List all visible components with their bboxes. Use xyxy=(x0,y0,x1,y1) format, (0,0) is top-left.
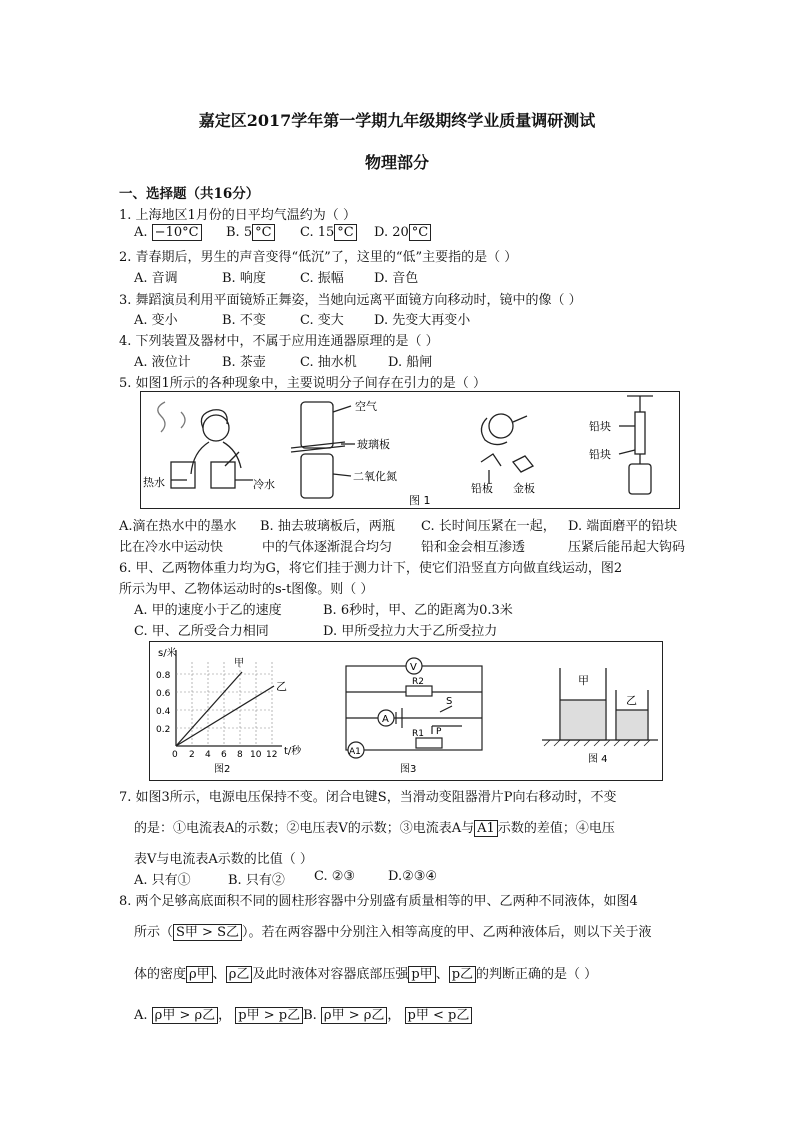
ammeter-label: A xyxy=(382,714,389,725)
page-subtitle: 物理部分 xyxy=(364,153,429,172)
q8-area-box: S甲 > S乙 xyxy=(173,924,242,941)
q5-option-b-line2: 中的气体逐渐混合均匀 xyxy=(262,540,393,555)
ytick-0.2: 0.2 xyxy=(156,725,171,735)
section-heading: 一、选择题（共16分） xyxy=(119,186,260,202)
q5-option-c-line2: 铅和金会相互渗透 xyxy=(421,540,526,555)
q6-stem-line1: 6. 甲、乙两物体重力均为G，将它们挂于测力计下，使它们沿竖直方向做直线运动，图2 xyxy=(119,561,623,576)
q2-option-c: C. 振幅 xyxy=(300,271,344,286)
series-yi-label: 乙 xyxy=(276,680,287,693)
figures-2-3-4-drawing xyxy=(150,642,662,780)
container-yi-label: 乙 xyxy=(626,694,637,707)
q5-option-a-line2: 比在冷水中运动快 xyxy=(119,540,224,555)
gas-jars-illustration xyxy=(291,402,355,498)
ytick-0.6: 0.6 xyxy=(156,689,171,699)
q3-option-c: C. 变大 xyxy=(300,313,344,328)
q3-stem: 3. 舞蹈演员利用平面镜矫正舞姿，当她向远离平面镜方向移动时，镜中的像（ ） xyxy=(119,293,582,308)
q7-option-a: A. 只有① xyxy=(134,873,191,888)
q5-option-b-line1: B. 抽去玻璃板后，两瓶 xyxy=(260,519,395,534)
voltmeter-label: V xyxy=(410,662,417,673)
xtick-12: 12 xyxy=(266,750,278,760)
q7-option-d: D.②③④ xyxy=(388,869,438,884)
q6-option-a: A. 甲的速度小于乙的速度 xyxy=(134,603,282,618)
container-jia-label: 甲 xyxy=(578,674,589,687)
air-label: 空气 xyxy=(355,400,377,413)
xtick-8: 8 xyxy=(237,750,243,760)
q4-option-c: C. 抽水机 xyxy=(300,355,357,370)
st-graph-xlabel: t/秒 xyxy=(284,746,302,757)
q3-option-d: D. 先变大再变小 xyxy=(374,313,471,328)
q6-stem-line2: 所示为甲、乙物体运动时的s-t图像。则（ ） xyxy=(119,582,374,597)
xtick-2: 2 xyxy=(189,750,195,760)
q1-option-a-value: −10°C xyxy=(152,224,202,241)
st-graph xyxy=(176,650,282,746)
q1-option-c: C. 15 °C xyxy=(300,225,357,240)
ytick-0.4: 0.4 xyxy=(156,707,171,717)
containers-illustration xyxy=(542,668,658,746)
q4-stem: 4. 下列装置及器材中，不属于应用连通器原理的是（ ） xyxy=(119,334,439,349)
figures-2-3-4 xyxy=(149,641,663,781)
q5-option-a-line1: A.滴在热水中的墨水 xyxy=(119,519,237,534)
xtick-6: 6 xyxy=(221,750,227,760)
q3-option-b: B. 不变 xyxy=(222,313,266,328)
no2-label: 二氧化氮 xyxy=(353,470,397,483)
q5-option-d-line2: 压紧后能吊起大钩码 xyxy=(568,540,686,555)
q7-line3: 表V与电流表A示数的比值（ ） xyxy=(134,852,313,867)
ytick-0.8: 0.8 xyxy=(156,671,171,681)
ink-diffusion-illustration xyxy=(158,402,253,488)
q4-option-b: B. 茶壶 xyxy=(222,355,266,370)
page-title: 嘉定区2017学年第一学期九年级期终学业质量调研测试 xyxy=(198,111,596,130)
ammeter-a1-label: A1 xyxy=(349,747,361,757)
r2-label: R2 xyxy=(412,677,424,687)
lead-gold-illustration xyxy=(481,414,533,484)
series-jia-label: 甲 xyxy=(234,658,244,669)
q2-stem: 2. 青春期后，男生的声音变得“低沉”了，这里的“低”主要指的是（ ） xyxy=(119,250,518,265)
q8-option-b: B. xyxy=(303,1008,317,1023)
q2-option-d: D. 音色 xyxy=(374,271,419,286)
q8-options: A. ρ甲 > ρ乙 ， p甲 > p乙 B. ρ甲 > ρ乙 ， p甲 < p乙 xyxy=(134,1004,472,1023)
q2-option-b: B. 响度 xyxy=(222,271,266,286)
q8-option-a: A. xyxy=(134,1008,148,1023)
q5-option-c-line1: C. 长时间压紧在一起， xyxy=(421,519,556,534)
q1-option-d: D. 20 °C xyxy=(374,225,431,240)
q7-a1-box: A1 xyxy=(474,820,498,837)
r1-label: R1 xyxy=(412,729,424,739)
q1-stem: 1. 上海地区1月份的日平均气温约为（ ） xyxy=(119,208,356,223)
series-yi-line xyxy=(176,686,274,746)
q1-option-b: B. 5 °C xyxy=(226,225,275,240)
xtick-0: 0 xyxy=(172,750,178,760)
figure-4-caption: 图 4 xyxy=(588,754,608,765)
slider-p-label: P xyxy=(436,727,442,737)
q7-option-c: C. ②③ xyxy=(314,869,356,884)
figure-3-caption: 图3 xyxy=(400,764,417,775)
cold-water-label: 冷水 xyxy=(253,478,275,491)
q5-stem: 5. 如图1所示的各种现象中，主要说明分子间存在引力的是（ ） xyxy=(119,376,486,391)
lead-block-label-1: 铅块 xyxy=(589,420,611,433)
q7-line2: 的是：①电流表A的示数；②电压表V的示数；③电流表A与 A1 示数的差值；④电压 xyxy=(134,821,615,836)
q8-line2: 所示（ S甲 > S乙 ）。若在两容器中分别注入相等高度的甲、乙两种液体后，则以下关于液 xyxy=(134,925,652,940)
q6-option-b: B. 6秒时，甲、乙的距离为0.3米 xyxy=(323,603,513,618)
q8-line1: 8. 两个足够高底面积不同的圆柱形容器中分别盛有质量相等的甲、乙两种不同液体，如图4 xyxy=(119,894,638,909)
hot-water-label: 热水 xyxy=(143,476,165,489)
circuit-diagram xyxy=(346,658,482,758)
q4-option-a: A. 液位计 xyxy=(134,355,191,370)
q1-option-a: A. −10°C xyxy=(134,225,202,240)
lead-block-label-2: 铅块 xyxy=(589,448,611,461)
lead-blocks-illustration xyxy=(619,396,653,494)
switch-label: S xyxy=(446,696,453,707)
q7-option-b: B. 只有② xyxy=(228,873,285,888)
q8-line3: 体的密度 ρ甲 、 ρ乙 及此时液体对容器底部压强 p甲 、 p乙 的判断正确的是（ ） xyxy=(134,967,598,982)
figure-1 xyxy=(140,391,680,509)
q6-option-c: C. 甲、乙所受合力相同 xyxy=(134,624,269,639)
xtick-10: 10 xyxy=(250,750,262,760)
st-graph-ylabel: s/米 xyxy=(158,648,177,659)
q3-option-a: A. 变小 xyxy=(134,313,178,328)
series-jia-line xyxy=(176,672,242,746)
q6-option-d: D. 甲所受拉力大于乙所受拉力 xyxy=(323,624,498,639)
xtick-4: 4 xyxy=(205,750,211,760)
glass-plate-label: 玻璃板 xyxy=(357,438,390,451)
q7-line1: 7. 如图3所示，电源电压保持不变。闭合电键S，当滑动变阻器滑片P向右移动时，不变 xyxy=(119,790,617,805)
figure-2-caption: 图2 xyxy=(214,764,231,775)
q4-option-d: D. 船闸 xyxy=(388,355,433,370)
gold-plate-label: 金板 xyxy=(513,482,535,495)
q2-option-a: A. 音调 xyxy=(134,271,178,286)
lead-plate-label: 铅板 xyxy=(471,482,493,495)
q5-option-d-line1: D. 端面磨平的铅块 xyxy=(568,519,678,534)
figure-1-drawing xyxy=(141,392,679,508)
figure-1-caption: 图 1 xyxy=(409,494,431,507)
